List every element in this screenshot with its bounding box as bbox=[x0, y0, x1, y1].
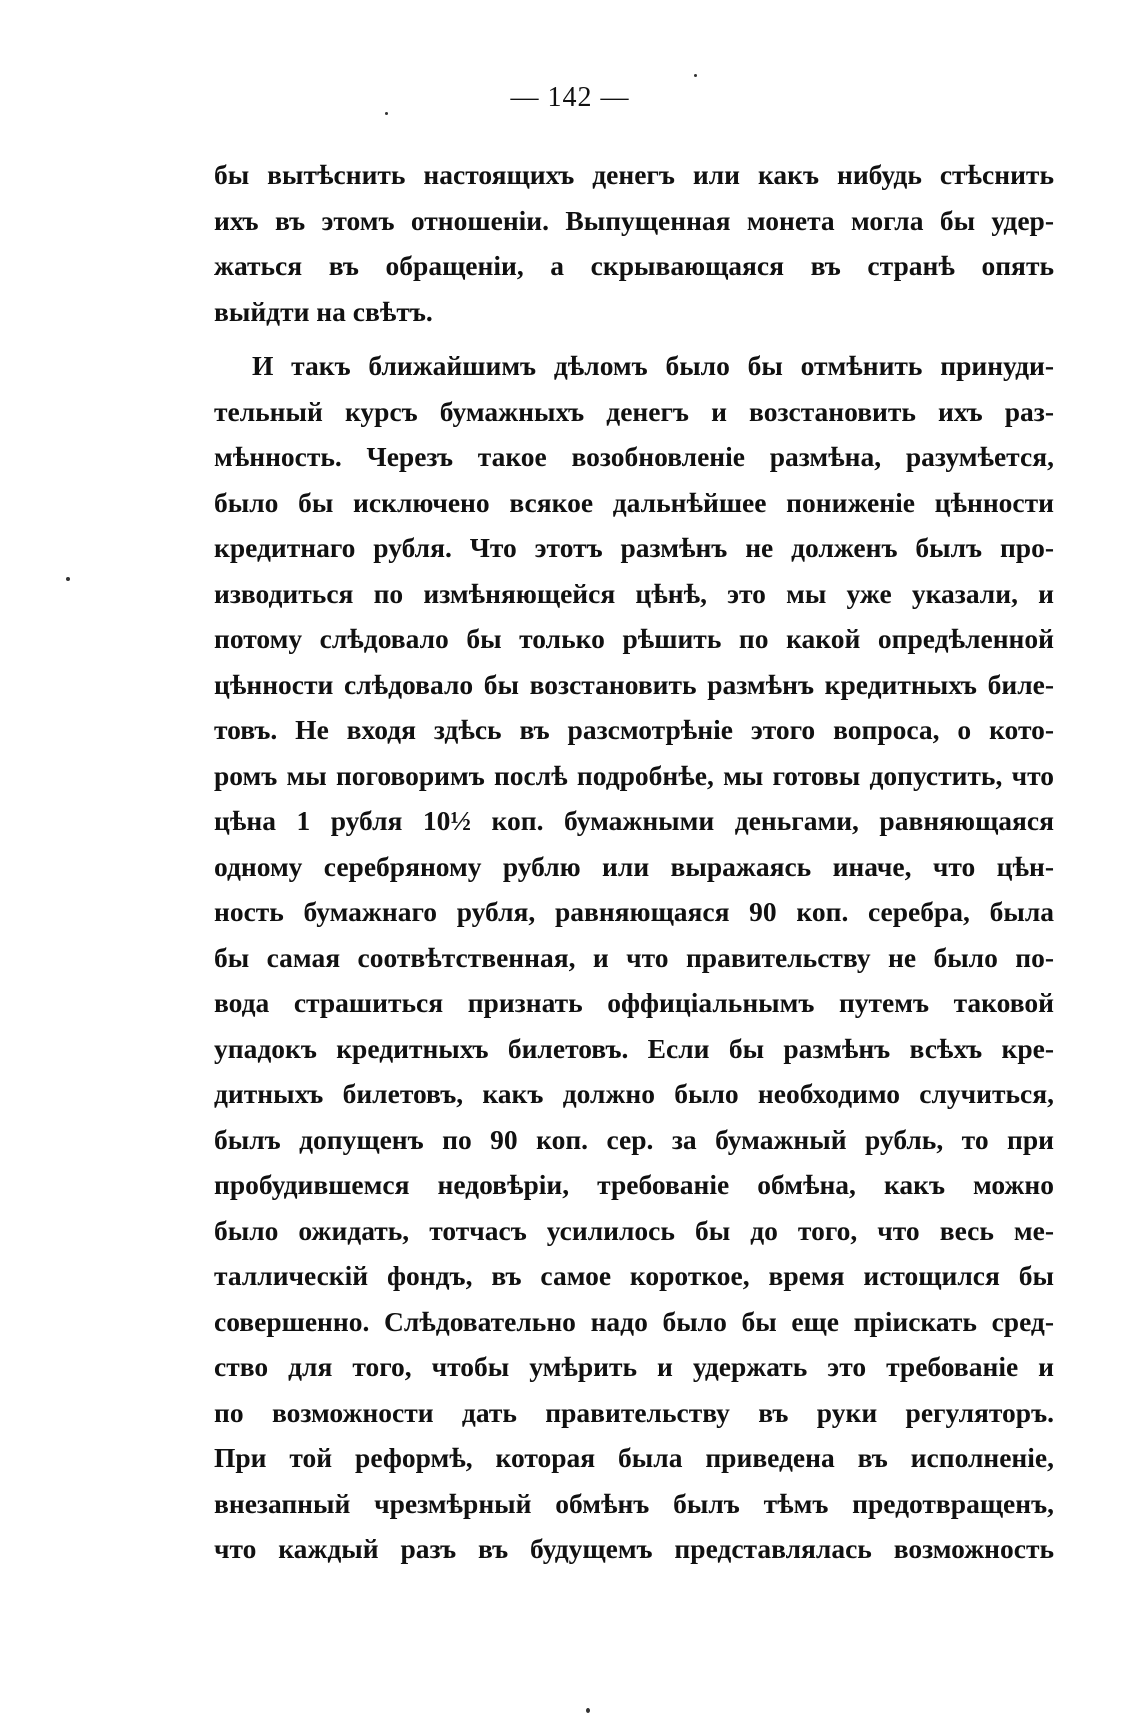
text-line: дитныхъ билетовъ, какъ должно было необходимо случиться, bbox=[214, 1078, 1054, 1109]
text-line: И такъ ближайшимъ дѣломъ было бы отмѣнить принуди- bbox=[252, 350, 1054, 381]
text-line: былъ допущенъ по 90 коп. сер. за бумажный рубль, то при bbox=[214, 1123, 1054, 1155]
text-line: внезапный чрезмѣрный обмѣнъ былъ тѣмъ предотвращенъ, bbox=[214, 1487, 1054, 1519]
text-line: вода страшиться признать оффиціальнымъ путемъ таковой bbox=[214, 987, 1054, 1018]
text-line: ромъ мы поговоримъ послѣ подробнѣе, мы готовы допустить, что bbox=[214, 759, 1054, 791]
scan-speck bbox=[385, 112, 388, 115]
scan-speck bbox=[694, 74, 697, 77]
text-line: цѣна 1 рубля 10½ коп. бумажными деньгами, равняющаяся bbox=[214, 805, 1054, 836]
text-line: При той реформѣ, которая была приведена въ исполненіе, bbox=[214, 1442, 1054, 1473]
text-line: совершенно. Слѣдовательно надо было бы еще пріискать сред- bbox=[214, 1305, 1054, 1337]
text-line: кредитнаго рубля. Что этотъ размѣнъ не долженъ былъ про- bbox=[214, 532, 1054, 563]
text-line: потому слѣдовало бы только рѣшить по какой опредѣленной bbox=[214, 623, 1054, 654]
text-line: было бы исключено всякое дальнѣйшее пониженіе цѣнности bbox=[214, 486, 1054, 518]
text-line: товъ. Не входя здѣсь въ разсмотрѣніе этого вопроса, о кото- bbox=[214, 714, 1054, 745]
text-line: ство для того, чтобы умѣрить и удержать это требованіе и bbox=[214, 1351, 1054, 1382]
text-line: изводиться по измѣняющейся цѣнѣ, это мы уже указали, и bbox=[214, 577, 1054, 609]
text-line: было ожидать, тотчасъ усилилось бы до того, что весь ме- bbox=[214, 1214, 1054, 1246]
scan-speck bbox=[586, 1708, 590, 1713]
text-line: мѣнность. Черезъ такое возобновленіе размѣна, разумѣется, bbox=[214, 441, 1054, 472]
page-number: — 142 — bbox=[510, 82, 630, 113]
text-line: по возможности дать правительству въ руки регуляторъ. bbox=[214, 1396, 1054, 1428]
scan-speck bbox=[66, 577, 70, 581]
text-line: пробудившемся недовѣріи, требованіе обмѣна, какъ можно bbox=[214, 1169, 1054, 1200]
text-line: бы самая соотвѣтственная, и что правительству не было по- bbox=[214, 941, 1054, 973]
text-line: выйдти на свѣтъ. bbox=[214, 295, 433, 327]
text-line: жаться въ обращеніи, а скрывающаяся въ странѣ опять bbox=[214, 250, 1054, 281]
text-line: одному серебряному рублю или выражаясь иначе, что цѣн- bbox=[214, 850, 1054, 882]
text-line: ность бумажнаго рубля, равняющаяся 90 коп. серебра, была bbox=[214, 896, 1054, 927]
text-line: цѣнности слѣдовало бы возстановить размѣнъ кредитныхъ биле- bbox=[214, 668, 1054, 700]
text-line: что каждый разъ въ будущемъ представлялась возможность bbox=[214, 1533, 1054, 1564]
text-line: таллическій фондъ, въ самое короткое, время истощился бы bbox=[214, 1260, 1054, 1291]
body-text bbox=[214, 152, 1054, 1572]
text-line: упадокъ кредитныхъ билетовъ. Если бы размѣнъ всѣхъ кре- bbox=[214, 1032, 1054, 1064]
text-line: ихъ въ этомъ отношеніи. Выпущенная монета могла бы удер- bbox=[214, 204, 1054, 236]
text-line: бы вытѣснить настоящихъ денегъ или какъ нибудь стѣснить bbox=[214, 159, 1054, 190]
paragraph-gap bbox=[214, 334, 1054, 343]
text-line: тельный курсъ бумажныхъ денегъ и возстановить ихъ раз- bbox=[214, 395, 1054, 427]
